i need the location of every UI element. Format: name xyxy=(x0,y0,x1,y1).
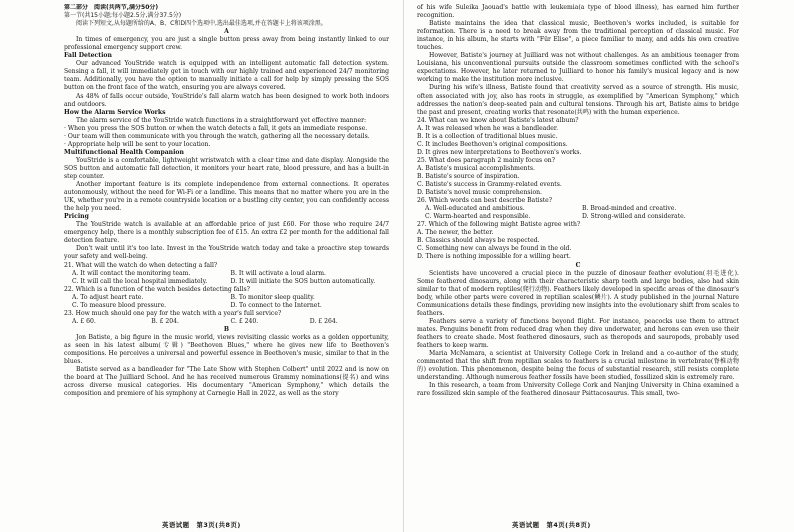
option-a: A. The newer, the better. xyxy=(417,229,494,237)
paragraph: During his wife's illness, Batiste found that creativity served as a source of strength. His music, often associated with joy, also has roots in struggle, as exemplified by "American Symphony," which addresses the nation's deep-seated pain and cultural tensions. Through his art, Batiste aims to bridge the past and present, creating works that resonate(共鸣) with the human experience. xyxy=(417,84,739,116)
paragraph: Feathers serve a variety of functions beyond flight. For instance, peacocks use them to attract mates. Penguins benefit from reduced drag when they dive underwater, and herons can even use their feathers to create shade. Most feathered dinosaurs, such as theropods and sauropods, probably used feathers to keep warm. xyxy=(417,317,739,349)
paragraph: Batiste served as a bandleader for "The Late Show with Stephen Colbert" until 2022 and is now on the board at The Juilliard School. And he has received numerous Grammy nominations(提名) and wins across diverse musical categories. His documentary "American Symphony," which details the composition and premiere of his symphony at Carnegie Hall in 2022, as well as the story xyxy=(64,366,389,398)
options-row xyxy=(72,318,389,326)
paragraph: Scientists have uncovered a crucial piece in the puzzle of dinosaur feather evolution(羽毛进化). Some feathered dinosaurs, along with their characteristic sharp teeth and large bodies, also had skin similar to that of modern reptiles(爬行动物). Feathers likely developed in specific areas of the dinosaur's body, while other parts were covered in reptilian scales(鳞片). A study published in the journal Nature Communications details these findings, providing new insights into the evolutionary shift from scales to feathers. xyxy=(417,269,739,317)
part-title: 第一节(共15小题;每小题2.5分,满分37.5分) xyxy=(64,12,182,20)
bullet-item: · Our team will then communicate with you through the watch, gathering all the necessary details. xyxy=(64,132,370,140)
paragraph: Our advanced YouStride watch is equipped with an intelligent automatic fall detection system. Sensing a fall, it will immediately get in touch with our highly trained and experienced 24/7 monitoring team. Additionally, you have the option to manually initiate a call for help by simply pressing the SOS button on the front face of the watch, ensuring you are always covered. xyxy=(64,60,389,92)
page-footer-left: 英语试题 第3页(共8页) xyxy=(162,521,241,529)
option-c: C. To measure blood pressure. xyxy=(72,301,167,309)
option-a: A. £ 60. xyxy=(72,317,96,325)
option-b: B. Batiste's source of inspiration. xyxy=(417,172,520,180)
options-row xyxy=(425,213,739,221)
paragraph: In this research, a team from University College Cork and Nanjing University in China examined a rare fossilized skin sample of the feathered dinosaur Psittacosaurus. This small, two- xyxy=(417,382,739,398)
option-c: C. Batiste's success in Grammy-related events. xyxy=(417,181,562,189)
option-d: D. It gives new interpretations to Beethoven's works. xyxy=(417,148,582,156)
heading-pricing: Pricing xyxy=(64,213,89,221)
option-a: A. It was released when he was a bandleader. xyxy=(417,124,559,132)
paragraph: Don't wait until it's too late. Invest in the YouStride watch today and take a proactive step towards your safety and well-being. xyxy=(64,245,389,261)
options-row xyxy=(72,294,389,302)
option-c: C. Warm-hearted and responsible. xyxy=(425,213,531,221)
page-footer-right: 英语试题 第4页(共8页) xyxy=(512,521,591,529)
right-page xyxy=(417,4,739,528)
option-c: C. £ 240. xyxy=(230,317,259,325)
heading-fall-detection: Fall Detection xyxy=(64,52,112,60)
paragraph: As 48% of falls occur outside, YouStride's fall alarm watch has been designed to work both indoors and outdoors. xyxy=(64,92,389,108)
left-page xyxy=(64,4,389,528)
passage-c-label: C xyxy=(575,261,581,269)
paragraph: Another important feature is its complete independence from external connections. It operates autonomously, without the need for Wi-Fi or a landline. This means that no matter where you are in the UK, whether you're in a remote countryside location or a bustling city center, you can confidently access the help you need. xyxy=(64,181,389,213)
question-21: 21. What will the watch do when detecting a fall? xyxy=(64,261,218,269)
paragraph: Jon Batiste, a big figure in the music world, views revisiting classic works as a golden opportunity, as seen in his latest album(专辑) "Beethoven Blues," where he gives new life to Beethoven's compositions. He perceives a universal and powerful essence in Beethoven's music, similar to that in the blues. xyxy=(64,333,389,366)
option-d: D. There is nothing impossible for a willing heart. xyxy=(417,253,571,261)
option-c: C. Something new can always be found in the old. xyxy=(417,245,572,253)
option-a: A. Well-educated and ambitious. xyxy=(425,205,525,213)
option-b: B. Classics should always be respected. xyxy=(417,237,540,245)
question-27: 27. Which of the following might Batiste agree with? xyxy=(417,221,581,229)
heading-health-companion: Multifunctional Health Companion xyxy=(64,148,184,156)
option-d: D. £ 264. xyxy=(309,317,338,325)
passage-b-label: B xyxy=(223,325,230,333)
question-23: 23. How much should one pay for the watch with a year's full service? xyxy=(64,309,282,317)
options-row xyxy=(72,302,389,310)
option-a: A. To adjust heart rate. xyxy=(72,293,144,301)
question-24: 24. What can we know about Batiste's latest album? xyxy=(417,116,579,124)
question-26: 26. Which words can best describe Batiste? xyxy=(417,197,553,205)
page-divider xyxy=(403,0,404,532)
paragraph: Batiste maintains the idea that classical music, Beethoven's works included, is suitable for reformation. There is a need to break away from the traditional perception of classical music. For instance, in his album, he starts with "Für Elise", a piece familiar to many, and adds his own creative touches. xyxy=(417,20,739,52)
passage-a-label: A xyxy=(224,28,229,36)
option-a: A. It will contact the monitoring team. xyxy=(72,269,191,277)
option-c: C. It includes Beethoven's original compositions. xyxy=(417,140,568,148)
paragraph: However, Batiste's journey at Juilliard was not without challenges. As an ambitious teenager from Louisiana, his unconventional pursuits outside the classroom sometimes conflicted with the school's expectations. However, he later returned to Juilliard to honor his family's musical legacy and is now working to make the institution more inclusive. xyxy=(417,52,739,84)
option-b: B. It will activate a loud alarm. xyxy=(230,269,326,277)
paragraph: YouStride is a comfortable, lightweight wristwatch with a clear time and date display. Alongside the SOS button and automatic fall detection, it monitors your heart rate, blood pressure, and has a built-in step counter. xyxy=(64,156,389,180)
option-b: B. £ 204. xyxy=(151,317,179,325)
question-25: 25. What does paragraph 2 mainly focus on? xyxy=(417,156,555,164)
option-b: B. Broad-minded and creative. xyxy=(582,205,677,213)
option-d: D. It will initiate the SOS button automatically. xyxy=(230,277,376,285)
paragraph: of his wife Suleika Jaouad's battle with leukemia(a type of blood illness), has earned him further recognition. xyxy=(417,4,739,20)
bullet-item: · Appropriate help will be sent to your location. xyxy=(64,140,211,148)
heading-alarm-service: How the Alarm Service Works xyxy=(64,108,166,116)
paragraph: Maria McNamara, a scientist at University College Cork in Ireland and a co-author of the study, commented that the shift from reptilian scales to feathers is a crucial milestone in vertebrate(脊椎动物的) evolution. This phenomenon, despite being the focus of substantial research, still resists complete understanding. Although numerous feather fossils have been studied, fossilized skin is extremely rare. xyxy=(417,350,739,382)
option-d: D. Strong-willed and considerate. xyxy=(582,213,686,221)
option-d: D. To connect to the Internet. xyxy=(230,301,322,309)
bullet-item: · When you press the SOS button or when the watch detects a fall, it gets an immediate response. xyxy=(64,124,368,132)
option-b: B. To monitor sleep quality. xyxy=(230,293,315,301)
option-a: A. Batiste's musical accomplishments. xyxy=(417,164,535,172)
option-b: B. It is a collection of traditional blues music. xyxy=(417,132,558,140)
section-title: 第二部分 阅读(共两节,满分50分) xyxy=(64,4,159,11)
options-row xyxy=(72,278,389,286)
paragraph: The alarm service of the YouStride watch functions in a straightforward yet effective manner: xyxy=(76,116,367,124)
option-c: C. It will call the local hospital immediately. xyxy=(72,277,208,285)
paragraph: The YouStride watch is available at an affordable price of just £60. For those who require 24/7 emergency help, there is a monthly subscription fee of £15. An extra £2 per month for the additional fall detection feature. xyxy=(64,221,389,245)
option-d: D. Batiste's novel music comprehension. xyxy=(417,189,542,197)
question-22: 22. Which is a function of the watch besides detecting falls? xyxy=(64,285,250,293)
paragraph: In times of emergency, you are just a single button press away from being instantly linked to our professional emergency support crew. xyxy=(64,36,389,52)
instructions: 阅读下列短文,从每题所给的A、B、C和D四个选项中,选出最佳选项,并在答题卡上将该项涂黑。 xyxy=(76,20,327,28)
options-row xyxy=(72,270,389,278)
options-row xyxy=(425,205,739,213)
